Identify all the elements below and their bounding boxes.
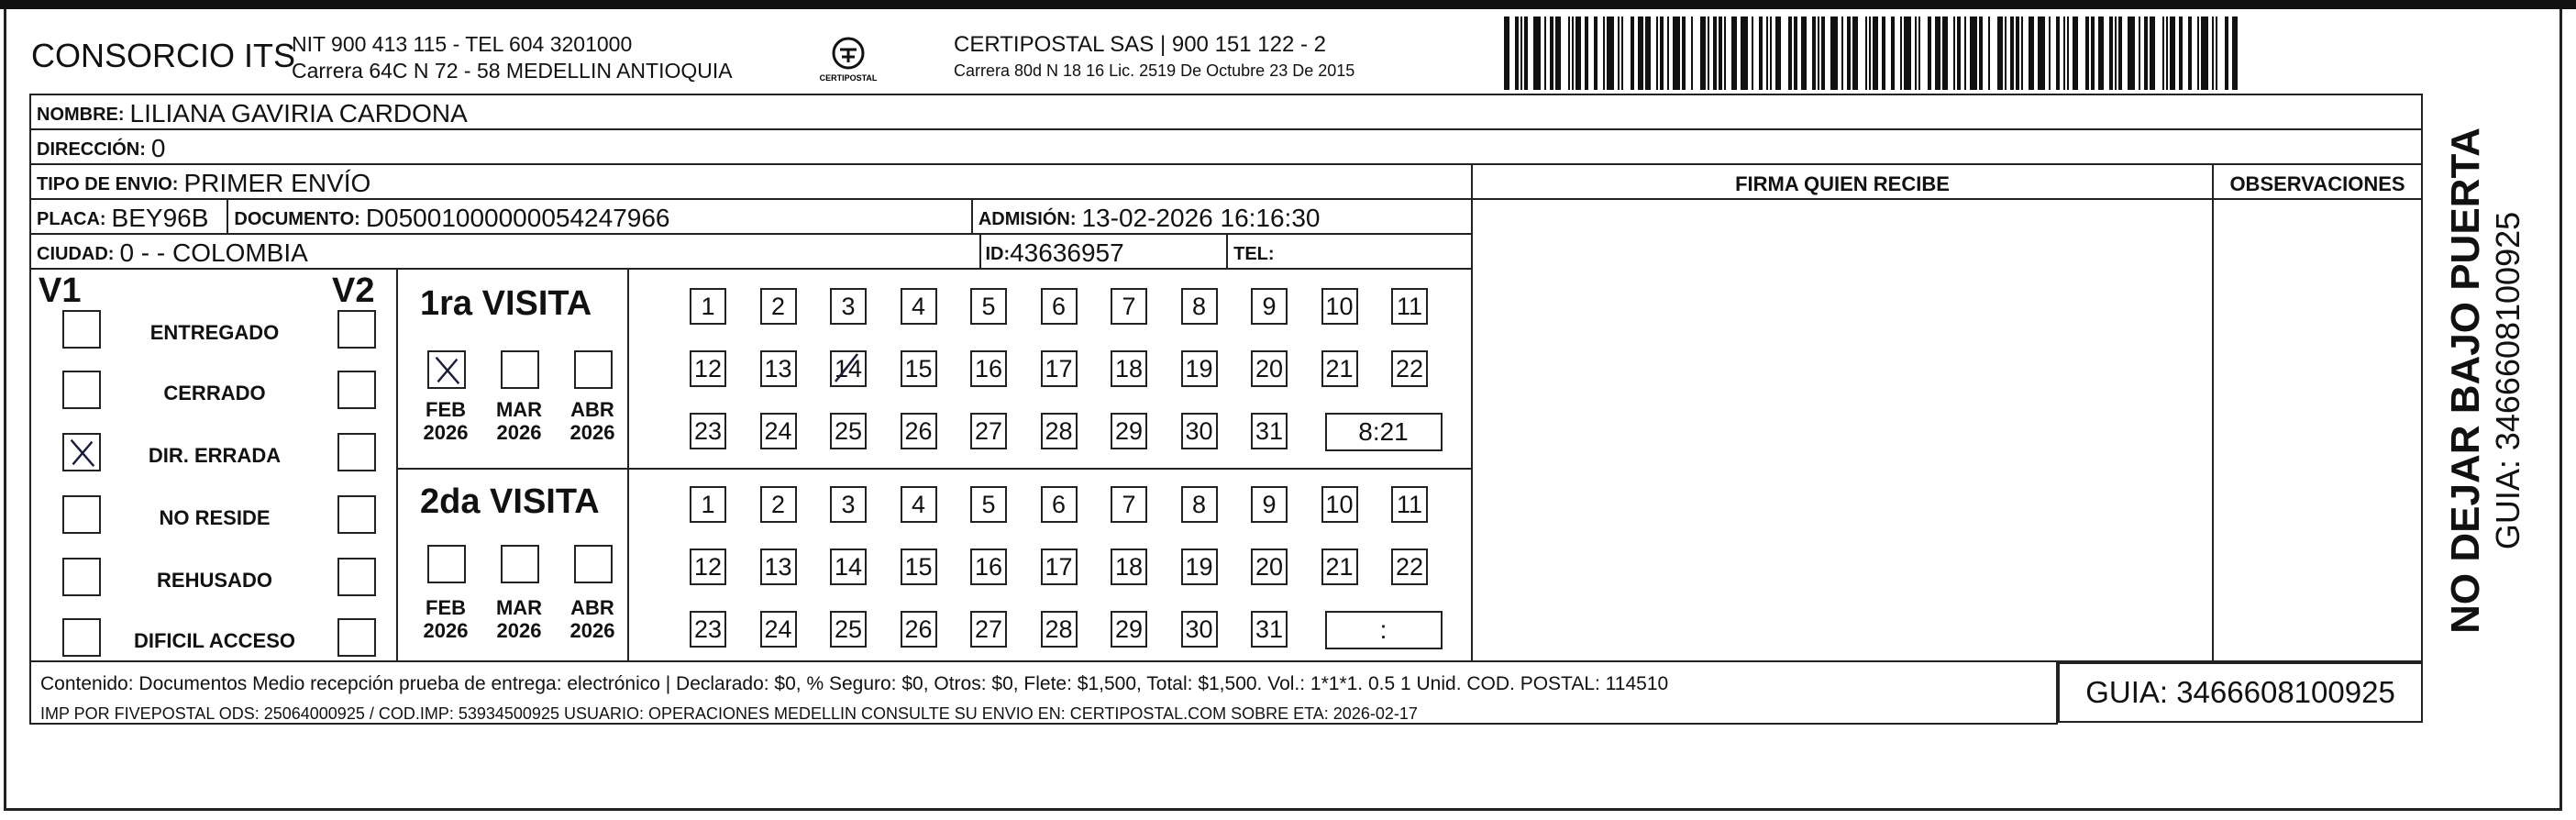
barcode-bar [1935,17,1940,90]
barcode-bar [1673,17,1680,90]
barcode-bar [2098,17,2104,90]
barcode-bar [1821,17,1825,90]
barcode-bar [2067,17,2069,90]
barcode-bar [1682,17,1686,90]
second-day-22[interactable]: 22 [1391,549,1428,585]
barcode-bar [1568,17,1570,90]
second-day-31[interactable]: 31 [1251,611,1288,648]
first-day-25[interactable]: 25 [830,413,867,449]
second-day-30[interactable]: 30 [1181,611,1218,648]
divider [396,468,1471,470]
barcode-bar [1667,17,1669,90]
second-day-20[interactable]: 20 [1251,549,1288,585]
barcode-bar [1544,17,1546,90]
second-day-18[interactable]: 18 [1111,549,1147,585]
barcode-bar [2166,17,2168,90]
second-day-1[interactable]: 1 [690,486,726,523]
barcode-bar [1719,17,1722,90]
row-direccion [31,130,2421,165]
v2-checkbox-dificil-acceso[interactable] [337,618,376,657]
second-day-24[interactable]: 24 [760,611,797,648]
barcode-bar [1691,17,1693,90]
observaciones-area[interactable] [2214,200,2421,662]
barcode-bar [2232,17,2238,90]
ciudad-value: 0 - - COLOMBIA [119,238,308,267]
v1-checkbox-rehusado[interactable] [62,558,101,596]
v1-checkbox-dir-errada[interactable] [62,433,101,471]
barcode-bar [1618,17,1620,90]
second-month-label-abr [565,596,620,642]
first-day-14[interactable]: 14 [830,350,867,387]
barcode-bar [2128,17,2135,90]
company-address: Carrera 64C N 72 - 58 MEDELLIN ANTIOQUIA [292,59,733,83]
divider [627,270,629,662]
barcode-bar [1915,17,1917,90]
first-visit-title: 1ra VISITA [420,284,592,323]
divider [396,270,398,662]
month-year: 2026 [569,421,615,444]
v2-checkbox-dir-errada[interactable] [337,433,376,471]
barcode-bar [1942,17,1948,90]
barcode-bar [1830,17,1838,90]
month-year: 2026 [423,421,469,444]
first-day-23[interactable]: 23 [690,413,726,449]
second-visit-title: 2da VISITA [420,482,600,521]
side-title: NO DEJAR BAJO PUERTA [2443,127,2488,634]
firma-header: FIRMA QUIEN RECIBE [1735,172,1950,195]
barcode-bar [1645,17,1651,90]
barcode-bar [1900,17,1902,90]
guia-number: GUIA: 3466608100925 [2058,662,2423,723]
status-label-cerrado: CERRADO [163,382,266,404]
second-day-8[interactable]: 8 [1181,486,1218,523]
tipo-value: PRIMER ENVÍO [183,169,371,197]
barcode-bar [2144,17,2148,90]
second-day-4[interactable]: 4 [901,486,937,523]
second-day-26[interactable]: 26 [901,611,937,648]
barcode-bar [1713,17,1717,90]
barcode-bar [1918,17,1920,90]
divider [979,233,981,268]
certipostal-logo [816,31,880,95]
barcode-bar [1656,17,1658,90]
v2-checkbox-rehusado[interactable] [337,558,376,596]
barcode-bar [2073,17,2078,90]
barcode-bar [2150,17,2155,90]
first-day-21[interactable]: 21 [1321,350,1358,387]
admision-value: 13-02-2026 16:16:30 [1081,204,1321,232]
barcode-bar [1979,17,1983,90]
barcode-bar [2063,17,2065,90]
barcode-bar [2056,17,2060,90]
second-day-27[interactable]: 27 [970,611,1007,648]
direccion-value: 0 [150,134,166,162]
second-day-12[interactable]: 12 [690,549,726,585]
first-day-8[interactable]: 8 [1181,288,1218,325]
second-day-11[interactable]: 11 [1391,486,1428,523]
barcode-bar [1731,17,1737,90]
ciudad-label: CIUDAD: [37,244,115,264]
barcode-bar [2188,17,2192,90]
delivery-form [29,94,2423,662]
first-day-1[interactable]: 1 [690,288,726,325]
barcode-bar [1841,17,1843,90]
v2-checkbox-no-reside[interactable] [337,495,376,534]
barcode-bar [2038,17,2045,90]
barcode-bar [1660,17,1664,90]
second-day-21[interactable]: 21 [1321,549,1358,585]
barcode-bar [2118,17,2122,90]
status-label-dificil-acceso: DIFICIL ACCESO [133,629,295,652]
month-name: MAR [495,596,543,619]
nombre-value: LILIANA GAVIRIA CARDONA [129,99,468,127]
v1-checkbox-dificil-acceso[interactable] [62,618,101,657]
placa-value: BEY96B [111,204,209,232]
first-day-30[interactable]: 30 [1181,413,1218,449]
barcode-bar [1533,17,1541,90]
second-day-29[interactable]: 29 [1111,611,1147,648]
month-name: MAR [495,398,543,421]
second-day-5[interactable]: 5 [970,486,1007,523]
barcode-bar [1801,17,1807,90]
barcode-bar [1504,17,1509,90]
barcode-bar [2216,17,2217,90]
barcode-bar [2162,17,2164,90]
barcode-bar [2109,17,2113,90]
second-day-25[interactable]: 25 [830,611,867,648]
second-day-23[interactable]: 23 [690,611,726,648]
month-year: 2026 [423,619,469,642]
v1-checkbox-entregado[interactable] [62,310,101,349]
barcode [1504,17,2247,90]
carrier-info [954,31,1354,84]
barcode-bar [1515,17,1519,90]
row-nombre [31,95,2421,130]
v2-checkbox-entregado[interactable] [337,310,376,349]
barcode-bar [1788,17,1792,90]
barcode-bar [1759,17,1763,90]
id-label: ID: [985,244,1011,264]
divider [971,198,973,233]
barcode-bar [1847,17,1851,90]
barcode-bar [1603,17,1605,90]
first-day-7[interactable]: 7 [1111,288,1147,325]
first-day-2[interactable]: 2 [760,288,797,325]
barcode-bar [2049,17,2051,90]
divider [1226,233,1228,268]
top-border [0,0,2576,9]
first-day-28[interactable]: 28 [1041,413,1078,449]
first-day-4[interactable]: 4 [901,288,937,325]
second-day-28[interactable]: 28 [1041,611,1078,648]
barcode-bar [1869,17,1871,90]
company-nit: NIT 900 413 115 - TEL 604 3201000 [292,32,633,56]
second-day-19[interactable]: 19 [1181,549,1218,585]
barcode-bar [1891,17,1895,90]
barcode-bar [1794,17,1797,90]
barcode-bar [2197,17,2199,90]
first-day-22[interactable]: 22 [1391,350,1428,387]
second-day-2[interactable]: 2 [760,486,797,523]
barcode-bar [1818,17,1819,90]
footer-content: Contenido: Documentos Medio recepción prueba de entrega: electrónico | Declarado: $0, % Seguro: $0, Otros: $0, Flete: $1,500, Total: $1,500. Vol.: 1*1*1. 0.5 1 Unid. COD. POSTAL: 114510 [40,673,1669,694]
second-day-7[interactable]: 7 [1111,486,1147,523]
month-name: ABR [570,596,614,619]
first-day-16[interactable]: 16 [970,350,1007,387]
second-day-16[interactable]: 16 [970,549,1007,585]
barcode-bar [2029,17,2034,90]
barcode-bar [1770,17,1772,90]
status-label-no-reside: NO RESIDE [159,506,271,529]
first-day-27[interactable]: 27 [970,413,1007,449]
barcode-bar [1988,17,1990,90]
first-day-9[interactable]: 9 [1251,288,1288,325]
barcode-bar [2225,17,2228,90]
barcode-bar [1631,17,1634,90]
first-day-31[interactable]: 31 [1251,413,1288,449]
barcode-bar [1970,17,1977,90]
v2-header: V2 [332,271,375,310]
barcode-bar [1575,17,1581,90]
barcode-bar [2005,17,2007,90]
second-day-17[interactable]: 17 [1041,549,1078,585]
company-name: CONSORCIO ITS [31,37,296,74]
second-day-3[interactable]: 3 [830,486,867,523]
second-month-box-abr[interactable] [574,545,613,583]
barcode-bar [1997,17,2003,90]
barcode-bar [1638,17,1643,90]
month-year: 2026 [569,619,615,642]
first-day-24[interactable]: 24 [760,413,797,449]
id-value: 43636957 [1010,238,1124,267]
v2-checkbox-cerrado[interactable] [337,371,376,409]
carrier-name: CERTIPOSTAL SAS | 900 151 122 - 2 [954,32,1326,57]
second-time-box[interactable]: : [1325,611,1443,649]
month-year: 2026 [496,619,542,642]
barcode-bar [1852,17,1858,90]
second-month-label-feb [418,596,473,642]
v1-checkbox-cerrado[interactable] [62,371,101,409]
admision-label: ADMISIÓN: [978,209,1077,229]
first-day-18[interactable]: 18 [1111,350,1147,387]
observaciones-header: OBSERVACIONES [2229,172,2405,195]
barcode-bar [1953,17,1955,90]
barcode-bar [1708,17,1709,90]
first-month-box-abr[interactable] [574,350,613,389]
barcode-bar [1572,17,1574,90]
second-day-15[interactable]: 15 [901,549,937,585]
first-month-box-mar[interactable] [501,350,539,389]
second-month-label-mar [492,596,547,642]
barcode-bar [2115,17,2117,90]
barcode-bar [1555,17,1561,90]
company-info [292,31,733,84]
barcode-bar [2170,17,2175,90]
side-notice-text [2443,127,2527,634]
first-day-20[interactable]: 20 [1251,350,1288,387]
first-month-label-abr [565,398,620,444]
barcode-bar [1904,17,1911,90]
barcode-bar [1766,17,1768,90]
side-notice [2430,119,2540,642]
barcode-bar [2201,17,2208,90]
first-day-26[interactable]: 26 [901,413,937,449]
barcode-bar [2010,17,2014,90]
barcode-bar [1607,17,1614,90]
signature-area[interactable] [1473,200,2212,662]
month-name: FEB [426,398,466,421]
barcode-bar [2212,17,2214,90]
second-month-box-feb[interactable] [427,545,466,583]
barcode-bar [1741,17,1748,90]
second-day-14[interactable]: 14 [830,549,867,585]
barcode-bar [1700,17,1706,90]
barcode-bar [2021,17,2023,90]
footer-print-info: IMP POR FIVEPOSTAL ODS: 25064000925 / COD.IMP: 53934500925 USUARIO: OPERACIONES MEDELLIN CONSULTE SU ENVIO EN: CERTIPOSTAL.COM SOBRE ETA: 2026-02-17 [40,704,1418,723]
month-name: ABR [570,398,614,421]
barcode-bar [2139,17,2140,90]
v1-checkbox-no-reside[interactable] [62,495,101,534]
side-guia: GUIA: 3466608100925 [2489,211,2526,550]
status-label-entregado: ENTREGADO [149,321,280,344]
first-day-13[interactable]: 13 [760,350,797,387]
nombre-label: NOMBRE: [37,105,125,125]
barcode-bar [1550,17,1553,90]
tel-label: TEL: [1233,244,1275,264]
row-placa [31,200,1471,235]
barcode-bar [1594,17,1598,90]
status-label-rehusado: REHUSADO [157,569,272,592]
first-day-29[interactable]: 29 [1111,413,1147,449]
barcode-bar [1957,17,1961,90]
first-time-box[interactable]: 8:21 [1325,413,1443,451]
barcode-bar [1524,17,1528,90]
barcode-bar [1812,17,1816,90]
first-day-11[interactable]: 11 [1391,288,1428,325]
second-day-10[interactable]: 10 [1321,486,1358,523]
direccion-label: DIRECCIÓN: [37,139,146,160]
first-day-6[interactable]: 6 [1041,288,1078,325]
documento-label: DOCUMENTO: [234,209,360,229]
barcode-bar [1520,17,1522,90]
barcode-bar [1882,17,1885,90]
barcode-bar [1865,17,1867,90]
first-day-15[interactable]: 15 [901,350,937,387]
barcode-bar [1752,17,1753,90]
barcode-bar [2085,17,2089,90]
barcode-bar [1964,17,1966,90]
placa-label: PLACA: [37,209,106,229]
second-day-13[interactable]: 13 [760,549,797,585]
tipo-label: TIPO DE ENVIO: [37,174,179,194]
second-day-6[interactable]: 6 [1041,486,1078,523]
first-day-10[interactable]: 10 [1321,288,1358,325]
carrier-address: Carrera 80d N 18 16 Lic. 2519 De Octubre 23 De 2015 [954,61,1355,80]
logo-text: CERTIPOSTAL [819,73,878,83]
barcode-bar [1873,17,1878,90]
month-name: FEB [426,596,466,619]
first-month-box-feb[interactable] [427,350,466,389]
first-day-3[interactable]: 3 [830,288,867,325]
row-ciudad [31,235,1471,270]
documento-value: D05001000000054247966 [365,204,670,232]
second-month-box-mar[interactable] [501,545,539,583]
divider [227,198,228,233]
barcode-bar [2016,17,2019,90]
barcode-bar [2179,17,2183,90]
first-month-label-mar [492,398,547,444]
v1-header: V1 [39,271,82,310]
second-day-9[interactable]: 9 [1251,486,1288,523]
status-label-dir-errada: DIR. ERRADA [148,444,282,467]
barcode-bar [1775,17,1781,90]
barcode-bar [2091,17,2095,90]
first-day-5[interactable]: 5 [970,288,1007,325]
barcode-bar [1928,17,1931,90]
first-month-label-feb [418,398,473,444]
barcode-bar [1724,17,1726,90]
month-year: 2026 [496,421,542,444]
barcode-bar [1585,17,1588,90]
first-day-12[interactable]: 12 [690,350,726,387]
first-day-17[interactable]: 17 [1041,350,1078,387]
barcode-bar [1621,17,1623,90]
row-tipo [31,165,1471,200]
first-day-19[interactable]: 19 [1181,350,1218,387]
